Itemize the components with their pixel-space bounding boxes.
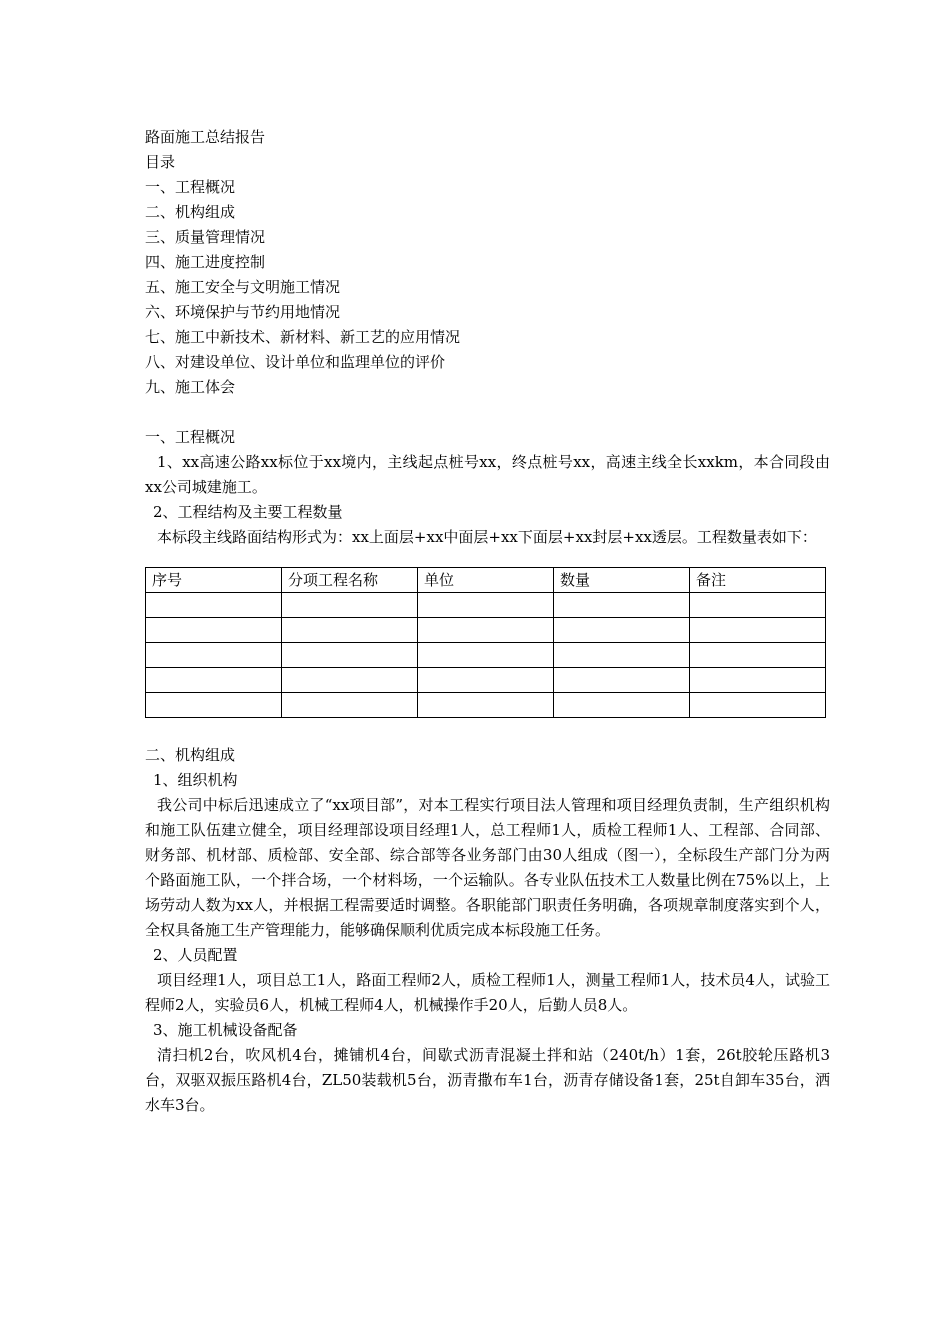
subsection-heading: 1、组织机构 <box>153 771 238 789</box>
table-cell <box>418 668 554 693</box>
table-cell <box>146 668 282 693</box>
table-cell <box>554 618 690 643</box>
table-row <box>146 668 826 693</box>
table-cell <box>146 693 282 718</box>
table-cell <box>690 643 826 668</box>
table-cell <box>418 643 554 668</box>
toc-item: 五、施工安全与文明施工情况 <box>145 278 341 296</box>
table-header-cell: 分项工程名称 <box>282 568 418 593</box>
table-cell <box>282 668 418 693</box>
table-cell <box>146 618 282 643</box>
table-header-row <box>146 568 826 593</box>
table-cell <box>418 693 554 718</box>
table-cell <box>146 643 282 668</box>
paragraph: 清扫机2台，吹风机4台，摊铺机4台，间歇式沥青混凝土拌和站（240t/h）1套，26t胶轮压路机3台，双驱双振压路机4台，ZL50装载机5台，沥青撒布车1台，沥青存储设备1套，25t自卸车35台，洒水车3台。 <box>145 1046 830 1114</box>
table-header-cell: 备注 <box>690 568 826 593</box>
paragraph: 1、xx高速公路xx标位于xx境内，主线起点桩号xx，终点桩号xx，高速主线全长xxkm，本合同段由xx公司城建施工。 <box>145 453 830 496</box>
table-cell <box>418 618 554 643</box>
table-cell <box>282 618 418 643</box>
toc-item: 九、施工体会 <box>145 378 236 396</box>
table-cell <box>554 668 690 693</box>
subsection-heading: 3、施工机械设备配备 <box>153 1021 298 1039</box>
table-header-cell: 单位 <box>418 568 554 593</box>
table-row <box>146 618 826 643</box>
toc-item: 六、环境保护与节约用地情况 <box>145 303 341 321</box>
table-row <box>146 593 826 618</box>
table-cell <box>146 593 282 618</box>
table-header-cell: 数量 <box>554 568 690 593</box>
section-organization <box>145 743 830 1118</box>
toc-item: 二、机构组成 <box>145 203 236 221</box>
table-cell <box>690 693 826 718</box>
toc-item: 一、工程概况 <box>145 178 236 196</box>
section-heading: 一、工程概况 <box>145 428 236 446</box>
table-row <box>146 643 826 668</box>
paragraph: 本标段主线路面结构形式为：xx上面层+xx中面层+xx下面层+xx封层+xx透层。工程数量表如下： <box>157 528 817 546</box>
document-title: 路面施工总结报告 <box>145 128 266 146</box>
table-cell <box>690 593 826 618</box>
table-cell <box>554 693 690 718</box>
toc-item: 八、对建设单位、设计单位和监理单位的评价 <box>145 353 446 371</box>
section-heading: 二、机构组成 <box>145 746 236 764</box>
section-overview <box>145 425 830 550</box>
table-cell <box>554 643 690 668</box>
subsection-heading: 2、工程结构及主要工程数量 <box>153 503 343 521</box>
table-cell <box>554 593 690 618</box>
subsection-heading: 2、人员配置 <box>153 946 238 964</box>
toc-heading: 目录 <box>145 153 176 171</box>
table-cell <box>690 668 826 693</box>
document-page <box>145 125 830 1118</box>
quantity-table <box>145 567 826 718</box>
paragraph: 我公司中标后迅速成立了“xx项目部”，对本工程实行项目法人管理和项目经理负责制，生产组织机构和施工队伍建立健全，项目经理部设项目经理1人，总工程师1人，质检工程师1人、工程部、合同部、财务部、机材部、质检部、安全部、综合部等各业务部门由30人组成（图一），全标段生产部门分为两个路面施工队，一个拌合场，一个材料场，一个运输队。各专业队伍技术工人数量比例在75%以上，上场劳动人数为xx人，并根据工程需要适时调整。各职能部门职责任务明确，各项规章制度落实到个人，全权具备施工生产管理能力，能够确保顺利优质完成本标段施工任务。 <box>145 796 830 939</box>
table-cell <box>282 593 418 618</box>
table-of-contents <box>145 175 830 400</box>
table-cell <box>690 618 826 643</box>
table-row <box>146 693 826 718</box>
table-cell <box>282 643 418 668</box>
toc-item: 三、质量管理情况 <box>145 228 266 246</box>
paragraph: 项目经理1人，项目总工1人，路面工程师2人，质检工程师1人，测量工程师1人，技术员4人，试验工程师2人，实验员6人，机械工程师4人，机械操作手20人，后勤人员8人。 <box>145 971 830 1014</box>
table-cell <box>282 693 418 718</box>
toc-item: 四、施工进度控制 <box>145 253 266 271</box>
table-header-cell: 序号 <box>146 568 282 593</box>
table-cell <box>418 593 554 618</box>
toc-item: 七、施工中新技术、新材料、新工艺的应用情况 <box>145 328 461 346</box>
